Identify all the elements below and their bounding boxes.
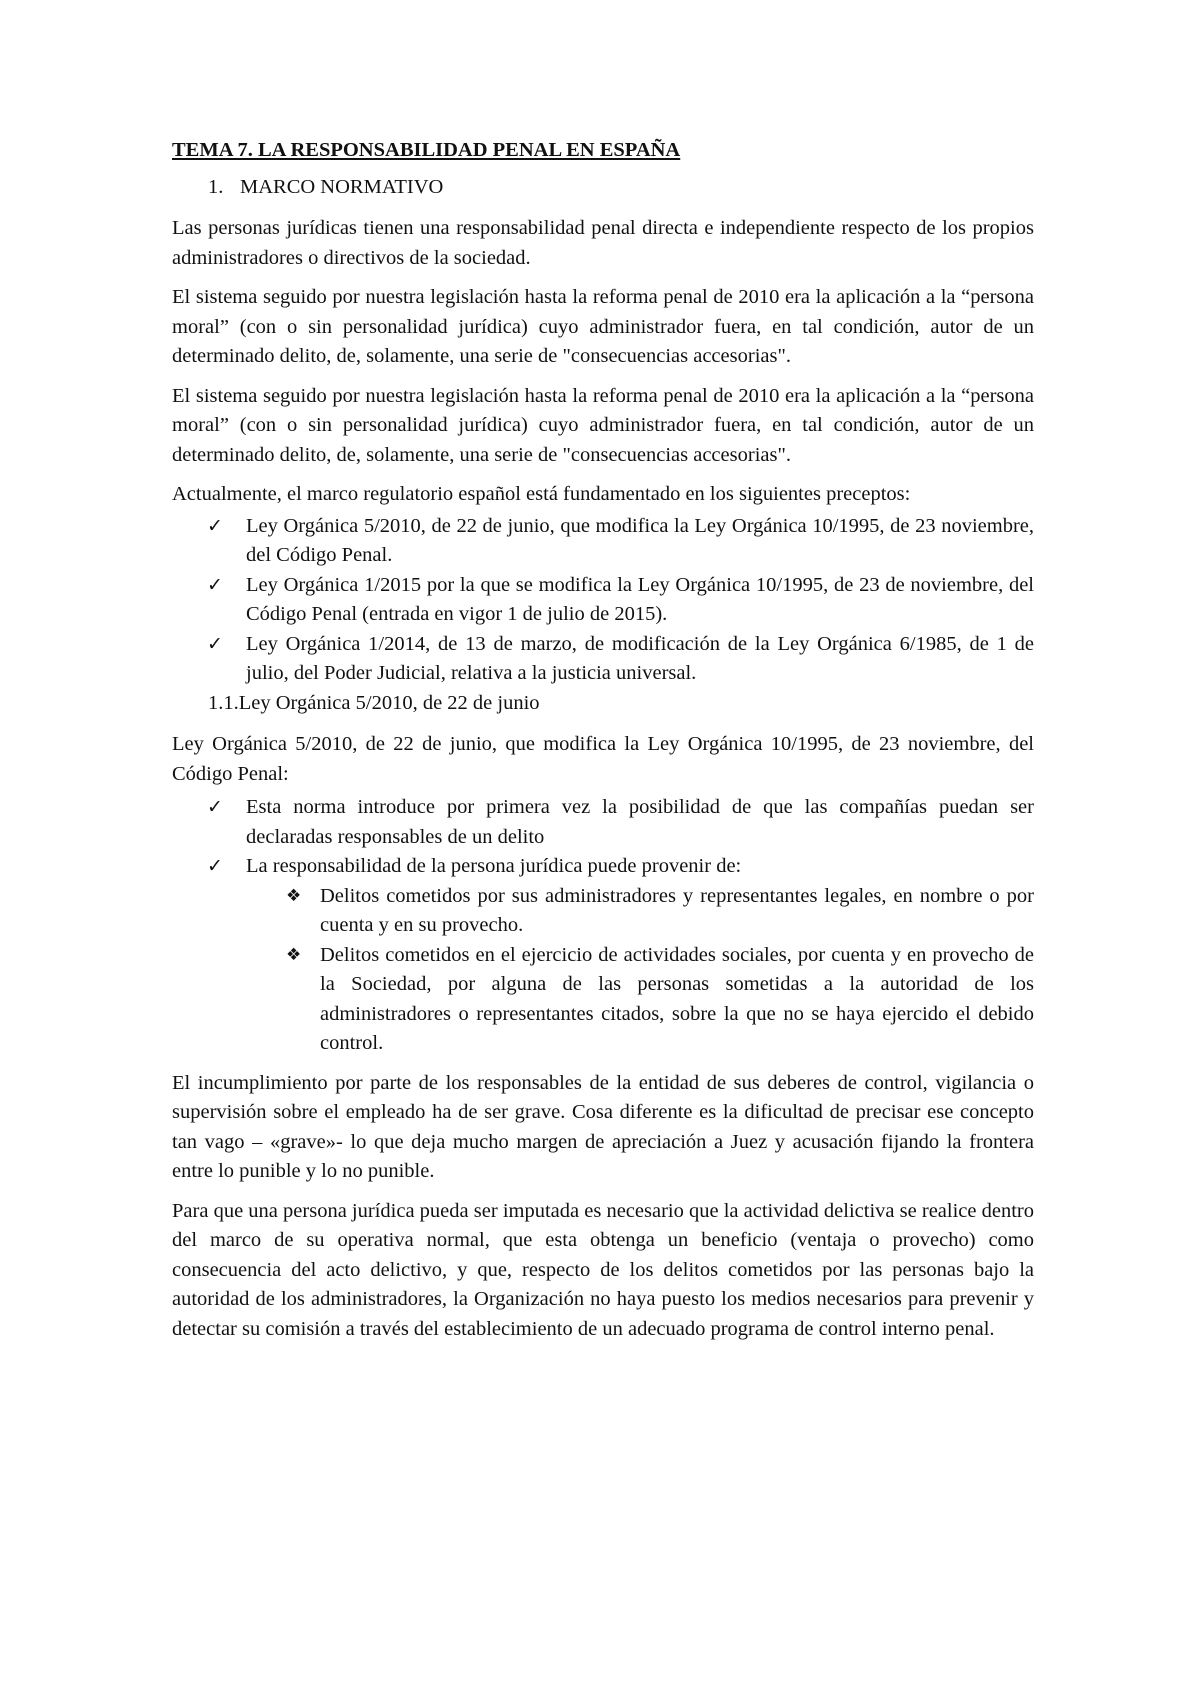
subsection-heading: 1.1.Ley Orgánica 5/2010, de 22 de junio [208,691,540,714]
paragraph: El sistema seguido por nuestra legislación hasta la reforma penal de 2010 era la aplicación a la “persona moral” (con o sin personalidad jurídica) cuyo administrador fuera, en tal condición, autor de un determinado delito, de, solamente, una serie de "consecuencias accesorias". [172,286,1034,367]
list-item [246,941,1034,1059]
origins-list [246,882,1034,1059]
list-item-text: La responsabilidad de la persona jurídica puede provenir de: [246,855,742,877]
list-item [172,571,1034,630]
spacer [172,1059,1034,1069]
section-label: MARCO NORMATIVO [240,175,444,198]
checkmark-icon: ✓ [207,632,223,655]
list-item [172,852,1034,1059]
list-item [246,882,1034,941]
list-item [172,793,1034,852]
list-item-text: Ley Orgánica 1/2015 por la que se modifica la Ley Orgánica 10/1995, de 23 de noviembre, del Código Penal (entrada en vigor 1 de julio de 2015). [246,573,1034,625]
precepts-list [172,512,1034,689]
section-number: 1. [208,175,224,198]
checkmark-icon: ✓ [207,573,223,596]
list-item-text: Delitos cometidos por sus administradores y representantes legales, en nombre o por cuenta y en su provecho. [320,884,1034,936]
section-heading [172,173,1034,203]
document-page [172,136,1034,1354]
document-title: TEMA 7. LA RESPONSABILIDAD PENAL EN ESPAÑA [172,139,681,161]
paragraph: El sistema seguido por nuestra legislación hasta la reforma penal de 2010 era la aplicación a la “persona moral” (con o sin personalidad jurídica) cuyo administrador fuera, en tal condición, autor de un determinado delito, de, solamente, una serie de "consecuencias accesorias". [172,384,1034,466]
paragraph: Las personas jurídicas tienen una responsabilidad penal directa e independiente respecto de los propios administradores o directivos de la sociedad. [172,217,1034,269]
checkmark-icon: ✓ [207,514,223,537]
list-item-text: Esta norma introduce por primera vez la posibilidad de que las compañías puedan ser declaradas responsables de un delito [246,796,1034,848]
checkmark-icon: ✓ [207,796,223,818]
list-item [172,630,1034,689]
list-item-text: Delitos cometidos en el ejercicio de actividades sociales, por cuenta y en provecho de la Sociedad, por alguna de las personas sometidas a la autoridad de los administradores o representantes citados, sobre la que no se haya ejercido el debido control. [320,943,1034,1054]
list-item-text: Ley Orgánica 1/2014, de 13 de marzo, de modificación de la Ley Orgánica 6/1985, de 1 de julio, del Poder Judicial, relativa a la justicia universal. [246,632,1034,684]
diamond-bullet-icon: ❖ [286,944,302,965]
paragraph: El incumplimiento por parte de los responsables de la entidad de sus deberes de control, vigilancia o supervisión sobre el empleado ha de ser grave. Cosa diferente es la dificultad de precisar ese concepto tan vago – «grave»- lo que deja mucho margen de apreciación a Juez y acusación fijando la frontera entre lo punible y lo no punible. [172,1071,1034,1182]
list-item-text: Ley Orgánica 5/2010, de 22 de junio, que modifica la Ley Orgánica 10/1995, de 23 noviembre, del Código Penal. [246,514,1034,566]
list-item [172,512,1034,571]
paragraph: Actualmente, el marco regulatorio español está fundamentado en los siguientes preceptos: [172,483,911,505]
checkmark-icon: ✓ [207,855,223,877]
law-points-list [172,793,1034,1059]
diamond-bullet-icon: ❖ [286,885,302,906]
paragraph: Ley Orgánica 5/2010, de 22 de junio, que modifica la Ley Orgánica 10/1995, de 23 noviembre, del Código Penal: [172,733,1034,785]
paragraph: Para que una persona jurídica pueda ser imputada es necesario que la actividad delictiva se realice dentro del marco de su operativa normal, que esta obtenga un beneficio (ventaja o provecho) como consecuencia del acto delictivo, y que, respecto de los delitos cometidos por las personas bajo la autoridad de los administradores, la Organización no haya puesto los medios necesarios para prevenir y detectar su comisión a través del establecimiento de un adecuado programa de control interno penal. [172,1199,1034,1340]
